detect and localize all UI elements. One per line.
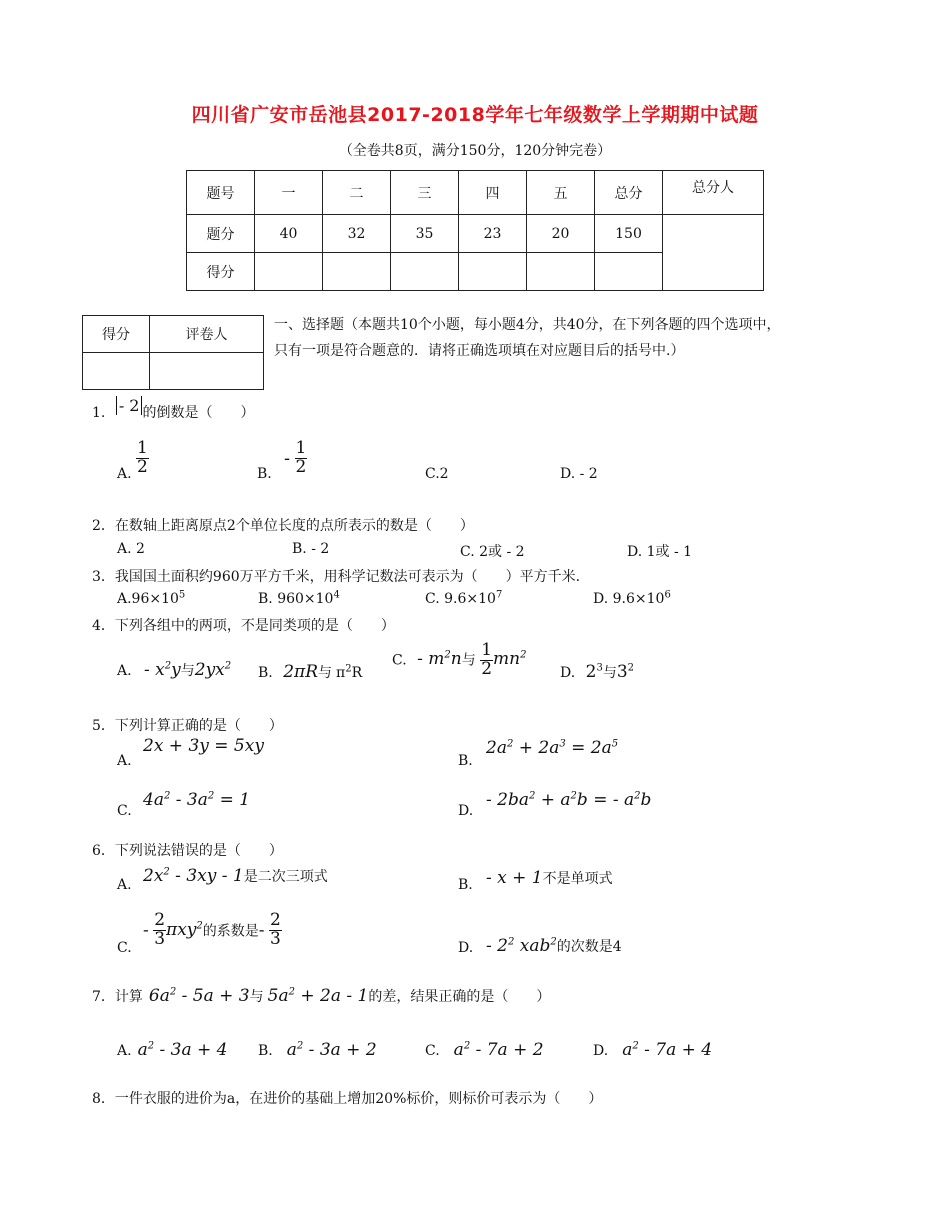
score-header-cell: 三 xyxy=(391,171,459,215)
grader-cell: 评卷人 xyxy=(149,316,263,353)
score-header-cell: 二 xyxy=(323,171,391,215)
q1-option-d: D. - 2 xyxy=(560,466,598,482)
score-cell: 150 xyxy=(595,215,663,253)
question-text: 的倒数是（ ） xyxy=(142,405,255,421)
score-cell: 35 xyxy=(391,215,459,253)
section-heading: 一、选择题（本题共10个小题，每小题4分，共40分，在下列各题的四个选项中， xyxy=(274,317,781,333)
q7-option-c: C. $a^2 - 7a + 2$ xyxy=(425,1040,544,1060)
q2-option-b: B. - 2 xyxy=(292,541,330,557)
q3-option-d: D. $9.6\times 10^6$ xyxy=(593,589,671,607)
score-blank-cell xyxy=(255,253,323,291)
q2-option-c: C. 2或 - 2 xyxy=(460,544,525,560)
question-4: 4．下列各组中的两项，不是同类项的是（ ） xyxy=(92,618,395,634)
q3-option-b: B. $960\times 10^4$ xyxy=(258,589,340,607)
score-header-cell: 一 xyxy=(255,171,323,215)
q5-option-d-label: D. xyxy=(458,803,474,819)
q5-option-c-expr: $4a^2 - 3a^2 = 1$ xyxy=(143,790,251,810)
question-number: 1. xyxy=(92,405,106,421)
score-blank-cell xyxy=(527,253,595,291)
q2-option-d: D. 1或 - 1 xyxy=(627,544,693,560)
absolute-value-expr: - 2 xyxy=(116,396,143,415)
q1-option-a-fraction: $\frac{1}{2}$ xyxy=(137,438,148,477)
q7-option-b: B. $a^2 - 3a + 2$ xyxy=(258,1040,377,1060)
q5-option-b-expr: $2a^2 + 2a^3 = 2a^5$ xyxy=(486,738,619,758)
q3-option-a: $A.96\times 10^5$ xyxy=(117,589,186,607)
question-3: 3．我国国土面积约960万平方千米，用科学记数法可表示为（ ）平方千米. xyxy=(92,569,581,585)
score-blank-cell xyxy=(391,253,459,291)
score-cell: 题分 xyxy=(187,215,255,253)
q5-option-d-expr: - $2ba^2 + a^2b$ = - $a^2b$ xyxy=(486,790,652,810)
q5-option-c-label: C. xyxy=(117,803,132,819)
question-6: 6．下列说法错误的是（ ） xyxy=(92,843,283,859)
score-blank-cell xyxy=(323,253,391,291)
q2-option-a: A. 2 xyxy=(117,541,145,557)
score-cell: 40 xyxy=(255,215,323,253)
page-subtitle: （全卷共8页，满分150分，120分钟完卷） xyxy=(338,143,612,159)
score-blank-cell xyxy=(595,253,663,291)
score-cell: 20 xyxy=(527,215,595,253)
grader-table xyxy=(82,315,264,390)
grader-blank-cell xyxy=(149,353,263,390)
q6-option-d-expr: - $2^2$ xab$^2$的次数是4 xyxy=(486,936,622,956)
section-instruction: 只有一项是符合题意的．请将正确选项填在对应题目后的括号中.） xyxy=(274,343,685,359)
score-table xyxy=(186,170,764,291)
q1-option-b-fraction: - $\frac{1}{2}$ xyxy=(284,438,307,477)
score-cell: 32 xyxy=(323,215,391,253)
score-header-cell: 四 xyxy=(459,171,527,215)
score-header-cell: 五 xyxy=(527,171,595,215)
total-grader-cell xyxy=(663,215,764,291)
q1-option-a-label: A. xyxy=(117,466,132,482)
q6-option-a-label: A. xyxy=(117,877,132,893)
question-5: 5．下列计算正确的是（ ） xyxy=(92,718,283,734)
q6-option-b-label: B. xyxy=(458,877,473,893)
question-8: 8．一件衣服的进价为a，在进价的基础上增加20%标价，则标价可表示为（ ） xyxy=(92,1091,603,1107)
q3-option-c: C. $9.6\times 10^7$ xyxy=(425,589,503,607)
q4-option-a: A. - $x^2y$与$2yx^2$ xyxy=(117,660,232,680)
score-cell: 得分 xyxy=(187,253,255,291)
question-7: 7．计算 $6a^2 - 5a + 3$与 $5a^2 + 2a - 1$的差，结果正确的是（ ） xyxy=(92,986,551,1006)
q5-option-a-label: A. xyxy=(117,753,132,769)
q1-option-c: C.2 xyxy=(425,466,449,482)
q7-option-d: D. $a^2 - 7a + 4$ xyxy=(593,1040,713,1060)
grader-blank-cell xyxy=(83,353,150,390)
q5-option-b-label: B. xyxy=(458,753,473,769)
q1-option-b-label: B. xyxy=(257,466,272,482)
score-header-cell: 题号 xyxy=(187,171,255,215)
score-header-cell: 总分 xyxy=(595,171,663,215)
q6-option-b-expr: - x + 1不是单项式 xyxy=(486,868,613,888)
grader-cell: 得分 xyxy=(83,316,150,353)
q6-option-c-label: C. xyxy=(117,940,132,956)
q6-option-c-expr: - $\frac{2}{3}$ πxy$^2$的系数是- $\frac{2}{3}$ xyxy=(143,910,281,949)
question-1 xyxy=(92,396,255,422)
q4-option-d: D. $2^3$与$3^2$ xyxy=(560,662,635,682)
q7-option-a: A. $a^2 - 3a + 4$ xyxy=(117,1040,228,1060)
q4-option-b: B. 2πR与 $\pi^2R$ xyxy=(258,662,363,682)
q4-option-c: C. - $m^2n$与 $\frac{1}{2}$ $mn^2$ xyxy=(392,640,527,679)
q5-option-a-expr: 2x + 3y = 5xy xyxy=(143,736,264,756)
score-cell: 23 xyxy=(459,215,527,253)
q6-option-a-expr: $2x^2 - 3xy - 1$是二次三项式 xyxy=(143,866,328,886)
question-2: 2．在数轴上距离原点2个单位长度的点所表示的数是（ ） xyxy=(92,518,474,534)
score-header-cell: 总分人 xyxy=(663,171,764,215)
q6-option-d-label: D. xyxy=(458,940,474,956)
page-title: 四川省广安市岳池县2017-2018学年七年级数学上学期期中试题 xyxy=(191,104,759,126)
score-blank-cell xyxy=(459,253,527,291)
